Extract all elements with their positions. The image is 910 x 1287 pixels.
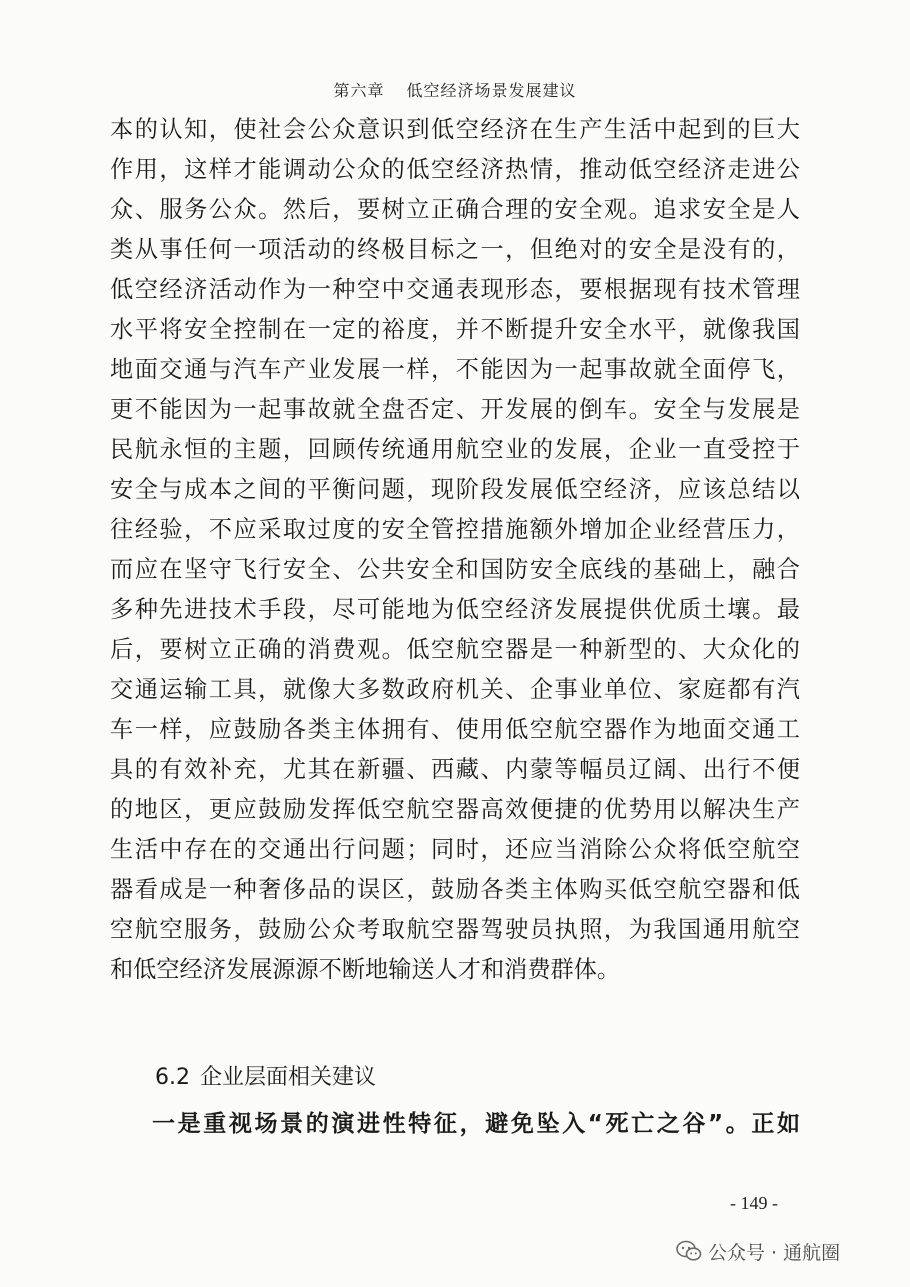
section-heading: [155, 1058, 376, 1098]
section-title: 企业层面相关建议: [200, 1065, 377, 1090]
body-paragraph: [110, 110, 800, 990]
text-line: 水平将安全控制在一定的裕度，并不断提升安全水平，就像我国: [110, 316, 800, 343]
text-line: 和低空经济发展源源不断地输送人才和消费群体。: [110, 956, 621, 983]
text-line: 低空经济活动作为一种空中交通表现形态，要根据现有技术管理: [110, 276, 800, 303]
text-line: 众、服务公众。然后，要树立正确合理的安全观。追求安全是人: [110, 196, 800, 223]
watermark-text: 公众号 · 通航圈: [708, 1241, 841, 1264]
text-line: 地面交通与汽车产业发展一样，不能因为一起事故就全面停飞，: [110, 356, 800, 383]
text-line: 往经验，不应采取过度的安全管控措施额外增加企业经营压力，: [110, 516, 800, 543]
text-line: 空航空服务，鼓励公众考取航空器驾驶员执照，为我国通用航空: [110, 916, 800, 943]
wechat-icon: [676, 1240, 702, 1262]
text-line: 民航永恒的主题，回顾传统通用航空业的发展，企业一直受控于: [110, 436, 800, 463]
text-line: 具的有效补充，尤其在新疆、西藏、内蒙等幅员辽阔、出行不便: [110, 756, 800, 783]
page-number: - 149 -: [730, 1193, 778, 1213]
text-line: 器看成是一种奢侈品的误区，鼓励各类主体购买低空航空器和低: [110, 876, 800, 903]
text-line: 本的认知，使社会公众意识到低空经济在生产生活中起到的巨大: [110, 116, 800, 143]
bold-paragraph-start: 一是重视场景的演进性特征，避免坠入“死亡之谷”。正如: [152, 1111, 800, 1137]
text-line: 多种先进技术手段，尽可能地为低空经济发展提供优质土壤。最: [110, 596, 800, 623]
chapter-title: 低空经济场景发展建议: [406, 81, 577, 100]
text-line: 而应在坚守飞行安全、公共安全和国防安全底线的基础上，融合: [110, 556, 800, 583]
watermark: [676, 1236, 840, 1266]
text-line: 安全与成本之间的平衡问题，现阶段发展低空经济，应该总结以: [110, 476, 800, 503]
text-line: 生活中存在的交通出行问题；同时，还应当消除公众将低空航空: [110, 836, 800, 863]
section-number: 6.2: [155, 1065, 190, 1090]
text-line: 的地区，更应鼓励发挥低空航空器高效便捷的优势用以解决生产: [110, 796, 800, 823]
chapter-number: 第六章: [333, 81, 385, 100]
text-line: 类从事任何一项活动的终极目标之一，但绝对的安全是没有的，: [110, 236, 800, 263]
text-line: 更不能因为一起事故就全盘否定、开发展的倒车。安全与发展是: [110, 396, 800, 423]
text-line: 车一样，应鼓励各类主体拥有、使用低空航空器作为地面交通工: [110, 716, 800, 743]
text-line: 作用，这样才能调动公众的低空经济热情，推动低空经济走进公: [110, 156, 800, 183]
text-line: 后，要树立正确的消费观。低空航空器是一种新型的、大众化的: [110, 636, 800, 663]
text-line: 交通运输工具，就像大多数政府机关、企事业单位、家庭都有汽: [110, 676, 800, 703]
running-head: [0, 78, 910, 101]
